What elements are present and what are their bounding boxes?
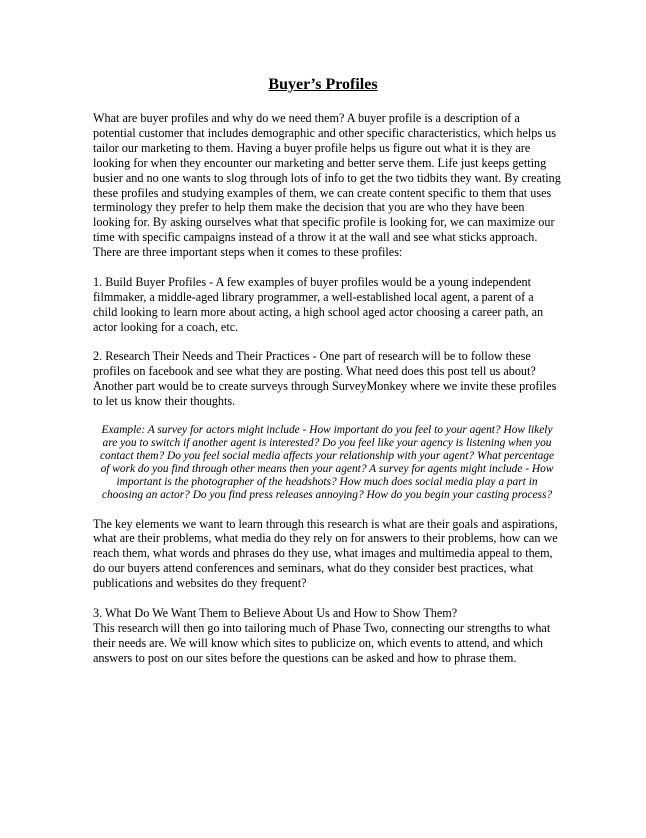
key-elements-paragraph: The key elements we want to learn through this research is what are their goals and aspirations, what are their problems, what media do they rely on for answers to their problems, how can we reach them, what words and phrases do they use, what images and multimedia appeal to them, do our buyers attend conferences and seminars, what do they consider best practices, what publications and websites do they frequent?: [93, 516, 558, 591]
survey-example-block: Example: A survey for actors might include - How important do you feel to your agent? How likely are you to switch if another agent is interested? Do you feel like your agency is listening when you contact them? Do you feel social media affects your relationship with your agent? What percentage of work do you find through other means then your agent? A survey for agents might include - How important is the photographer of the headshots? How much does social media play a part in choosing an actor? Do you find press releases annoying? How do you begin your casting process?: [99, 423, 555, 502]
step-3-body: This research will then go into tailoring much of Phase Two, connecting our strengths to what their needs are. We will know which sites to publicize on, which events to attend, and which answers to post on our sites before the questions can be asked and how to phrase them.: [93, 620, 551, 665]
step-3-heading: 3. What Do We Want Them to Believe About Us and How to Show Them?: [93, 605, 458, 620]
step-1-paragraph: 1. Build Buyer Profiles - A few examples of buyer profiles would be a young independent filmmaker, a middle-aged library programmer, a well-established local agent, a parent of a child looking to learn more about acting, a high school aged actor choosing a career path, an actor looking for a coach, etc.: [93, 274, 544, 334]
intro-paragraph: What are buyer profiles and why do we need them? A buyer profile is a description of a potential customer that includes demographic and other specific characteristics, which helps us tailor our marketing to them. Having a buyer profile helps us figure out what it is they are looking for when they encounter our marketing and better serve them. Life just keeps getting busier and no one wants to slog through lots of info to get the two tidbits they want. By creating these profiles and studying examples of them, we can create content specific to them that uses terminology they prefer to help them make the decision that you are who they have been looking for. By asking ourselves what that specific profile is looking for, we can maximize our time with specific campaigns instead of a throw it at the wall and see what sticks approach. There are three important steps when it comes to these profiles:: [93, 111, 561, 260]
step-2-paragraph: 2. Research Their Needs and Their Practices - One part of research will be to follow these profiles on facebook and see what they are posting. What need does this post tell us about? Another part would be to create surveys through SurveyMonkey where we invite these profiles to let us know their thoughts.: [93, 349, 557, 409]
step-3-paragraph: [93, 606, 561, 666]
page-title: Buyer’s Profiles: [268, 76, 378, 93]
document-body: [93, 111, 561, 680]
